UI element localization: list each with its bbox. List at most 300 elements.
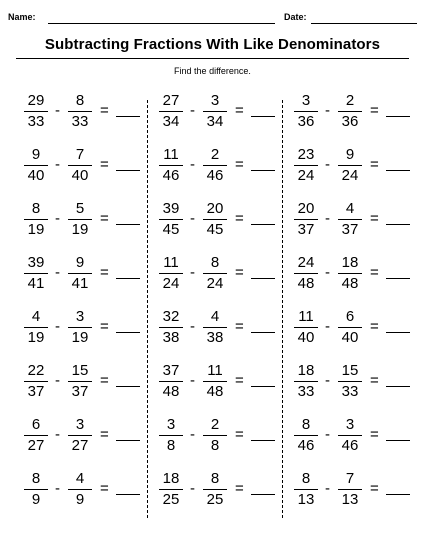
minuend-numerator: 11 bbox=[163, 254, 179, 271]
minuend-fraction bbox=[24, 362, 48, 401]
minus-sign: - bbox=[190, 480, 195, 497]
equals-sign: = bbox=[100, 156, 109, 173]
subtrahend-numerator: 3 bbox=[75, 308, 85, 325]
equals-sign: = bbox=[100, 102, 109, 119]
fraction-bar bbox=[159, 327, 183, 328]
minuend-numerator: 3 bbox=[301, 92, 311, 109]
answer-blank[interactable] bbox=[386, 278, 410, 279]
column-divider bbox=[282, 100, 283, 518]
minus-sign: - bbox=[190, 318, 195, 335]
minuend-denominator: 37 bbox=[297, 221, 315, 238]
fraction-bar bbox=[159, 435, 183, 436]
equals-sign: = bbox=[235, 156, 244, 173]
minuend-denominator: 33 bbox=[27, 113, 45, 130]
answer-blank[interactable] bbox=[251, 494, 275, 495]
problem-item bbox=[159, 416, 283, 464]
minus-sign: - bbox=[325, 426, 330, 443]
fraction-bar bbox=[338, 273, 362, 274]
subtrahend-numerator: 8 bbox=[210, 254, 220, 271]
answer-blank[interactable] bbox=[386, 224, 410, 225]
equals-sign: = bbox=[100, 426, 109, 443]
minus-sign: - bbox=[190, 102, 195, 119]
subtrahend-fraction bbox=[203, 362, 227, 401]
subtrahend-numerator: 6 bbox=[345, 308, 355, 325]
problem-item bbox=[294, 416, 418, 464]
fraction-bar bbox=[294, 327, 318, 328]
minus-sign: - bbox=[55, 210, 60, 227]
subtrahend-numerator: 15 bbox=[341, 362, 359, 379]
answer-blank[interactable] bbox=[386, 440, 410, 441]
minuend-fraction bbox=[294, 146, 318, 185]
subtrahend-numerator: 8 bbox=[75, 92, 85, 109]
subtrahend-denominator: 9 bbox=[75, 491, 85, 508]
subtrahend-fraction bbox=[338, 362, 362, 401]
answer-blank[interactable] bbox=[251, 116, 275, 117]
equals-sign: = bbox=[235, 426, 244, 443]
fraction-bar bbox=[159, 165, 183, 166]
fraction-bar bbox=[294, 489, 318, 490]
subtrahend-denominator: 25 bbox=[206, 491, 224, 508]
subtrahend-fraction bbox=[203, 254, 227, 293]
subtrahend-numerator: 2 bbox=[210, 146, 220, 163]
subtrahend-denominator: 8 bbox=[210, 437, 220, 454]
fraction-bar bbox=[338, 381, 362, 382]
answer-blank[interactable] bbox=[251, 386, 275, 387]
answer-blank[interactable] bbox=[251, 440, 275, 441]
fraction-bar bbox=[68, 489, 92, 490]
minuend-denominator: 24 bbox=[297, 167, 315, 184]
subtrahend-denominator: 40 bbox=[341, 329, 359, 346]
minuend-denominator: 13 bbox=[297, 491, 315, 508]
minuend-numerator: 9 bbox=[31, 146, 41, 163]
problem-item bbox=[294, 200, 418, 248]
minuend-numerator: 24 bbox=[297, 254, 315, 271]
date-label: Date: bbox=[284, 12, 307, 22]
title-divider bbox=[16, 58, 409, 59]
fraction-bar bbox=[68, 273, 92, 274]
subtrahend-fraction bbox=[338, 146, 362, 185]
subtrahend-fraction bbox=[68, 470, 92, 509]
minuend-numerator: 32 bbox=[162, 308, 180, 325]
minuend-fraction bbox=[294, 470, 318, 509]
fraction-bar bbox=[24, 165, 48, 166]
subtrahend-fraction bbox=[203, 308, 227, 347]
problem-column-1 bbox=[16, 92, 147, 522]
problem-item bbox=[24, 146, 148, 194]
minuend-denominator: 33 bbox=[297, 383, 315, 400]
problem-item bbox=[159, 200, 283, 248]
equals-sign: = bbox=[370, 156, 379, 173]
minuend-fraction bbox=[24, 470, 48, 509]
answer-blank[interactable] bbox=[386, 494, 410, 495]
minus-sign: - bbox=[325, 480, 330, 497]
minus-sign: - bbox=[325, 102, 330, 119]
minus-sign: - bbox=[325, 210, 330, 227]
minuend-fraction bbox=[294, 254, 318, 293]
date-line[interactable] bbox=[311, 23, 417, 24]
problem-item bbox=[294, 92, 418, 140]
subtrahend-denominator: 40 bbox=[71, 167, 89, 184]
equals-sign: = bbox=[370, 210, 379, 227]
answer-blank[interactable] bbox=[251, 278, 275, 279]
fraction-bar bbox=[24, 435, 48, 436]
minuend-denominator: 45 bbox=[162, 221, 180, 238]
subtrahend-denominator: 45 bbox=[206, 221, 224, 238]
subtrahend-fraction bbox=[68, 254, 92, 293]
problem-item bbox=[159, 362, 283, 410]
subtrahend-fraction bbox=[203, 416, 227, 455]
subtrahend-denominator: 41 bbox=[71, 275, 89, 292]
subtrahend-fraction bbox=[338, 308, 362, 347]
subtrahend-numerator: 3 bbox=[75, 416, 85, 433]
problem-item bbox=[24, 416, 148, 464]
fraction-bar bbox=[294, 219, 318, 220]
answer-blank[interactable] bbox=[251, 332, 275, 333]
equals-sign: = bbox=[370, 102, 379, 119]
minuend-fraction bbox=[159, 416, 183, 455]
equals-sign: = bbox=[370, 426, 379, 443]
subtrahend-denominator: 24 bbox=[206, 275, 224, 292]
answer-blank[interactable] bbox=[116, 386, 140, 387]
fraction-bar bbox=[159, 219, 183, 220]
minuend-denominator: 48 bbox=[297, 275, 315, 292]
equals-sign: = bbox=[370, 480, 379, 497]
subtrahend-denominator: 36 bbox=[341, 113, 359, 130]
header-row bbox=[8, 12, 417, 26]
minuend-numerator: 8 bbox=[31, 200, 41, 217]
fraction-bar bbox=[338, 435, 362, 436]
minuend-numerator: 18 bbox=[162, 470, 180, 487]
minuend-numerator: 3 bbox=[166, 416, 176, 433]
subtrahend-numerator: 9 bbox=[345, 146, 355, 163]
minus-sign: - bbox=[325, 318, 330, 335]
minuend-denominator: 27 bbox=[27, 437, 45, 454]
subtrahend-numerator: 2 bbox=[210, 416, 220, 433]
problem-item bbox=[159, 470, 283, 518]
subtrahend-numerator: 4 bbox=[210, 308, 220, 325]
minuend-denominator: 34 bbox=[162, 113, 180, 130]
fraction-bar bbox=[338, 165, 362, 166]
subtrahend-numerator: 20 bbox=[206, 200, 224, 217]
minuend-denominator: 46 bbox=[297, 437, 315, 454]
equals-sign: = bbox=[370, 318, 379, 335]
minuend-fraction bbox=[159, 254, 183, 293]
fraction-bar bbox=[24, 273, 48, 274]
subtrahend-denominator: 24 bbox=[341, 167, 359, 184]
minuend-numerator: 11 bbox=[298, 308, 314, 325]
fraction-bar bbox=[294, 165, 318, 166]
fraction-bar bbox=[294, 273, 318, 274]
minus-sign: - bbox=[55, 264, 60, 281]
minus-sign: - bbox=[190, 210, 195, 227]
subtrahend-numerator: 3 bbox=[210, 92, 220, 109]
fraction-bar bbox=[24, 219, 48, 220]
problem-column-3 bbox=[286, 92, 417, 522]
page-title: Subtracting Fractions With Like Denominators bbox=[44, 36, 381, 53]
subtrahend-fraction bbox=[68, 362, 92, 401]
equals-sign: = bbox=[235, 372, 244, 389]
subtrahend-fraction bbox=[68, 416, 92, 455]
minuend-fraction bbox=[294, 92, 318, 131]
problem-grid bbox=[16, 92, 409, 522]
minuend-fraction bbox=[159, 308, 183, 347]
minuend-numerator: 22 bbox=[27, 362, 45, 379]
subtrahend-denominator: 37 bbox=[71, 383, 89, 400]
subtrahend-numerator: 15 bbox=[71, 362, 89, 379]
minuend-numerator: 8 bbox=[301, 470, 311, 487]
fraction-bar bbox=[24, 489, 48, 490]
problem-item bbox=[159, 254, 283, 302]
subtrahend-fraction bbox=[68, 308, 92, 347]
fraction-bar bbox=[294, 435, 318, 436]
minus-sign: - bbox=[55, 102, 60, 119]
minuend-denominator: 46 bbox=[162, 167, 180, 184]
answer-blank[interactable] bbox=[116, 332, 140, 333]
fraction-bar bbox=[159, 381, 183, 382]
problem-item bbox=[294, 470, 418, 518]
subtrahend-fraction bbox=[203, 92, 227, 131]
subtrahend-fraction bbox=[68, 200, 92, 239]
subtrahend-denominator: 37 bbox=[341, 221, 359, 238]
minuend-denominator: 40 bbox=[297, 329, 315, 346]
fraction-bar bbox=[338, 111, 362, 112]
equals-sign: = bbox=[235, 264, 244, 281]
minus-sign: - bbox=[190, 156, 195, 173]
fraction-bar bbox=[203, 273, 227, 274]
subtrahend-fraction bbox=[68, 92, 92, 131]
equals-sign: = bbox=[235, 480, 244, 497]
subtrahend-numerator: 4 bbox=[75, 470, 85, 487]
minus-sign: - bbox=[325, 372, 330, 389]
subtrahend-denominator: 19 bbox=[71, 329, 89, 346]
instruction-text: Find the difference. bbox=[174, 66, 251, 76]
name-label: Name: bbox=[8, 12, 36, 22]
fraction-bar bbox=[68, 327, 92, 328]
minus-sign: - bbox=[55, 480, 60, 497]
answer-blank[interactable] bbox=[386, 116, 410, 117]
minus-sign: - bbox=[55, 426, 60, 443]
answer-blank[interactable] bbox=[386, 170, 410, 171]
problem-item bbox=[24, 254, 148, 302]
problem-item bbox=[294, 362, 418, 410]
fraction-bar bbox=[338, 327, 362, 328]
equals-sign: = bbox=[370, 264, 379, 281]
fraction-bar bbox=[203, 327, 227, 328]
subtrahend-fraction bbox=[338, 470, 362, 509]
subtrahend-numerator: 7 bbox=[75, 146, 85, 163]
equals-sign: = bbox=[100, 372, 109, 389]
fraction-bar bbox=[338, 489, 362, 490]
subtrahend-fraction bbox=[338, 92, 362, 131]
subtrahend-numerator: 4 bbox=[345, 200, 355, 217]
answer-blank[interactable] bbox=[251, 170, 275, 171]
subtrahend-numerator: 9 bbox=[75, 254, 85, 271]
minus-sign: - bbox=[55, 156, 60, 173]
fraction-bar bbox=[68, 111, 92, 112]
minuend-denominator: 19 bbox=[27, 329, 45, 346]
minuend-fraction bbox=[159, 146, 183, 185]
subtrahend-denominator: 46 bbox=[206, 167, 224, 184]
fraction-bar bbox=[294, 111, 318, 112]
minus-sign: - bbox=[55, 318, 60, 335]
subtrahend-denominator: 33 bbox=[71, 113, 89, 130]
minus-sign: - bbox=[325, 264, 330, 281]
fraction-bar bbox=[68, 435, 92, 436]
problem-item bbox=[159, 146, 283, 194]
fraction-bar bbox=[68, 381, 92, 382]
minuend-denominator: 48 bbox=[162, 383, 180, 400]
problem-item bbox=[294, 254, 418, 302]
minuend-denominator: 40 bbox=[27, 167, 45, 184]
minuend-fraction bbox=[294, 416, 318, 455]
minuend-numerator: 23 bbox=[297, 146, 315, 163]
answer-blank[interactable] bbox=[116, 224, 140, 225]
subtrahend-numerator: 11 bbox=[207, 362, 223, 379]
equals-sign: = bbox=[235, 102, 244, 119]
problem-item bbox=[24, 308, 148, 356]
minuend-fraction bbox=[24, 200, 48, 239]
minuend-numerator: 4 bbox=[31, 308, 41, 325]
minuend-numerator: 18 bbox=[297, 362, 315, 379]
subtrahend-numerator: 8 bbox=[210, 470, 220, 487]
problem-item bbox=[294, 308, 418, 356]
answer-blank[interactable] bbox=[386, 332, 410, 333]
fraction-bar bbox=[159, 273, 183, 274]
minuend-denominator: 9 bbox=[31, 491, 41, 508]
subtrahend-denominator: 48 bbox=[206, 383, 224, 400]
minuend-denominator: 36 bbox=[297, 113, 315, 130]
minuend-fraction bbox=[159, 470, 183, 509]
fraction-bar bbox=[159, 111, 183, 112]
minuend-denominator: 24 bbox=[162, 275, 180, 292]
minus-sign: - bbox=[190, 264, 195, 281]
equals-sign: = bbox=[100, 480, 109, 497]
subtrahend-fraction bbox=[68, 146, 92, 185]
subtrahend-denominator: 13 bbox=[341, 491, 359, 508]
subtrahend-numerator: 3 bbox=[345, 416, 355, 433]
problem-item bbox=[24, 92, 148, 140]
subtrahend-numerator: 2 bbox=[345, 92, 355, 109]
problem-item bbox=[24, 200, 148, 248]
answer-blank[interactable] bbox=[116, 278, 140, 279]
subtrahend-fraction bbox=[203, 200, 227, 239]
answer-blank[interactable] bbox=[116, 440, 140, 441]
fraction-bar bbox=[203, 111, 227, 112]
column-divider bbox=[147, 100, 148, 518]
minuend-numerator: 20 bbox=[297, 200, 315, 217]
minus-sign: - bbox=[325, 156, 330, 173]
equals-sign: = bbox=[235, 318, 244, 335]
subtrahend-denominator: 34 bbox=[206, 113, 224, 130]
minuend-denominator: 8 bbox=[166, 437, 176, 454]
fraction-bar bbox=[203, 381, 227, 382]
minuend-fraction bbox=[24, 92, 48, 131]
minuend-fraction bbox=[294, 308, 318, 347]
minuend-numerator: 8 bbox=[301, 416, 311, 433]
minuend-denominator: 38 bbox=[162, 329, 180, 346]
minuend-fraction bbox=[294, 362, 318, 401]
name-line[interactable] bbox=[48, 23, 275, 24]
equals-sign: = bbox=[100, 264, 109, 281]
subtrahend-numerator: 7 bbox=[345, 470, 355, 487]
minuend-denominator: 25 bbox=[162, 491, 180, 508]
minuend-fraction bbox=[159, 200, 183, 239]
minus-sign: - bbox=[190, 426, 195, 443]
problem-item bbox=[24, 362, 148, 410]
minuend-numerator: 37 bbox=[162, 362, 180, 379]
minuend-numerator: 39 bbox=[162, 200, 180, 217]
minuend-numerator: 29 bbox=[27, 92, 45, 109]
subtrahend-denominator: 48 bbox=[341, 275, 359, 292]
problem-item bbox=[294, 146, 418, 194]
subtrahend-fraction bbox=[338, 416, 362, 455]
minuend-fraction bbox=[24, 308, 48, 347]
minuend-denominator: 41 bbox=[27, 275, 45, 292]
subtrahend-numerator: 18 bbox=[341, 254, 359, 271]
subtrahend-denominator: 33 bbox=[341, 383, 359, 400]
minus-sign: - bbox=[190, 372, 195, 389]
subtrahend-denominator: 27 bbox=[71, 437, 89, 454]
minuend-fraction bbox=[24, 416, 48, 455]
minuend-fraction bbox=[24, 254, 48, 293]
minuend-numerator: 8 bbox=[31, 470, 41, 487]
subtrahend-fraction bbox=[338, 254, 362, 293]
equals-sign: = bbox=[370, 372, 379, 389]
subtrahend-denominator: 46 bbox=[341, 437, 359, 454]
problem-column-2 bbox=[151, 92, 282, 522]
minuend-fraction bbox=[159, 362, 183, 401]
minuend-fraction bbox=[24, 146, 48, 185]
subtrahend-fraction bbox=[203, 146, 227, 185]
fraction-bar bbox=[159, 489, 183, 490]
fraction-bar bbox=[294, 381, 318, 382]
answer-blank[interactable] bbox=[116, 116, 140, 117]
fraction-bar bbox=[68, 219, 92, 220]
minuend-numerator: 11 bbox=[163, 146, 179, 163]
minuend-fraction bbox=[159, 92, 183, 131]
fraction-bar bbox=[203, 219, 227, 220]
problem-item bbox=[159, 92, 283, 140]
answer-blank[interactable] bbox=[251, 224, 275, 225]
fraction-bar bbox=[203, 435, 227, 436]
equals-sign: = bbox=[100, 318, 109, 335]
problem-item bbox=[24, 470, 148, 518]
fraction-bar bbox=[68, 165, 92, 166]
equals-sign: = bbox=[235, 210, 244, 227]
fraction-bar bbox=[24, 327, 48, 328]
subtrahend-fraction bbox=[338, 200, 362, 239]
answer-blank[interactable] bbox=[386, 386, 410, 387]
minuend-fraction bbox=[294, 200, 318, 239]
minuend-numerator: 27 bbox=[162, 92, 180, 109]
minuend-numerator: 6 bbox=[31, 416, 41, 433]
minus-sign: - bbox=[55, 372, 60, 389]
fraction-bar bbox=[24, 111, 48, 112]
answer-blank[interactable] bbox=[116, 170, 140, 171]
minuend-numerator: 39 bbox=[27, 254, 45, 271]
minuend-denominator: 19 bbox=[27, 221, 45, 238]
minuend-denominator: 37 bbox=[27, 383, 45, 400]
answer-blank[interactable] bbox=[116, 494, 140, 495]
subtrahend-fraction bbox=[203, 470, 227, 509]
subtrahend-denominator: 19 bbox=[71, 221, 89, 238]
equals-sign: = bbox=[100, 210, 109, 227]
subtrahend-numerator: 5 bbox=[75, 200, 85, 217]
fraction-bar bbox=[24, 381, 48, 382]
problem-item bbox=[159, 308, 283, 356]
fraction-bar bbox=[338, 219, 362, 220]
subtrahend-denominator: 38 bbox=[206, 329, 224, 346]
